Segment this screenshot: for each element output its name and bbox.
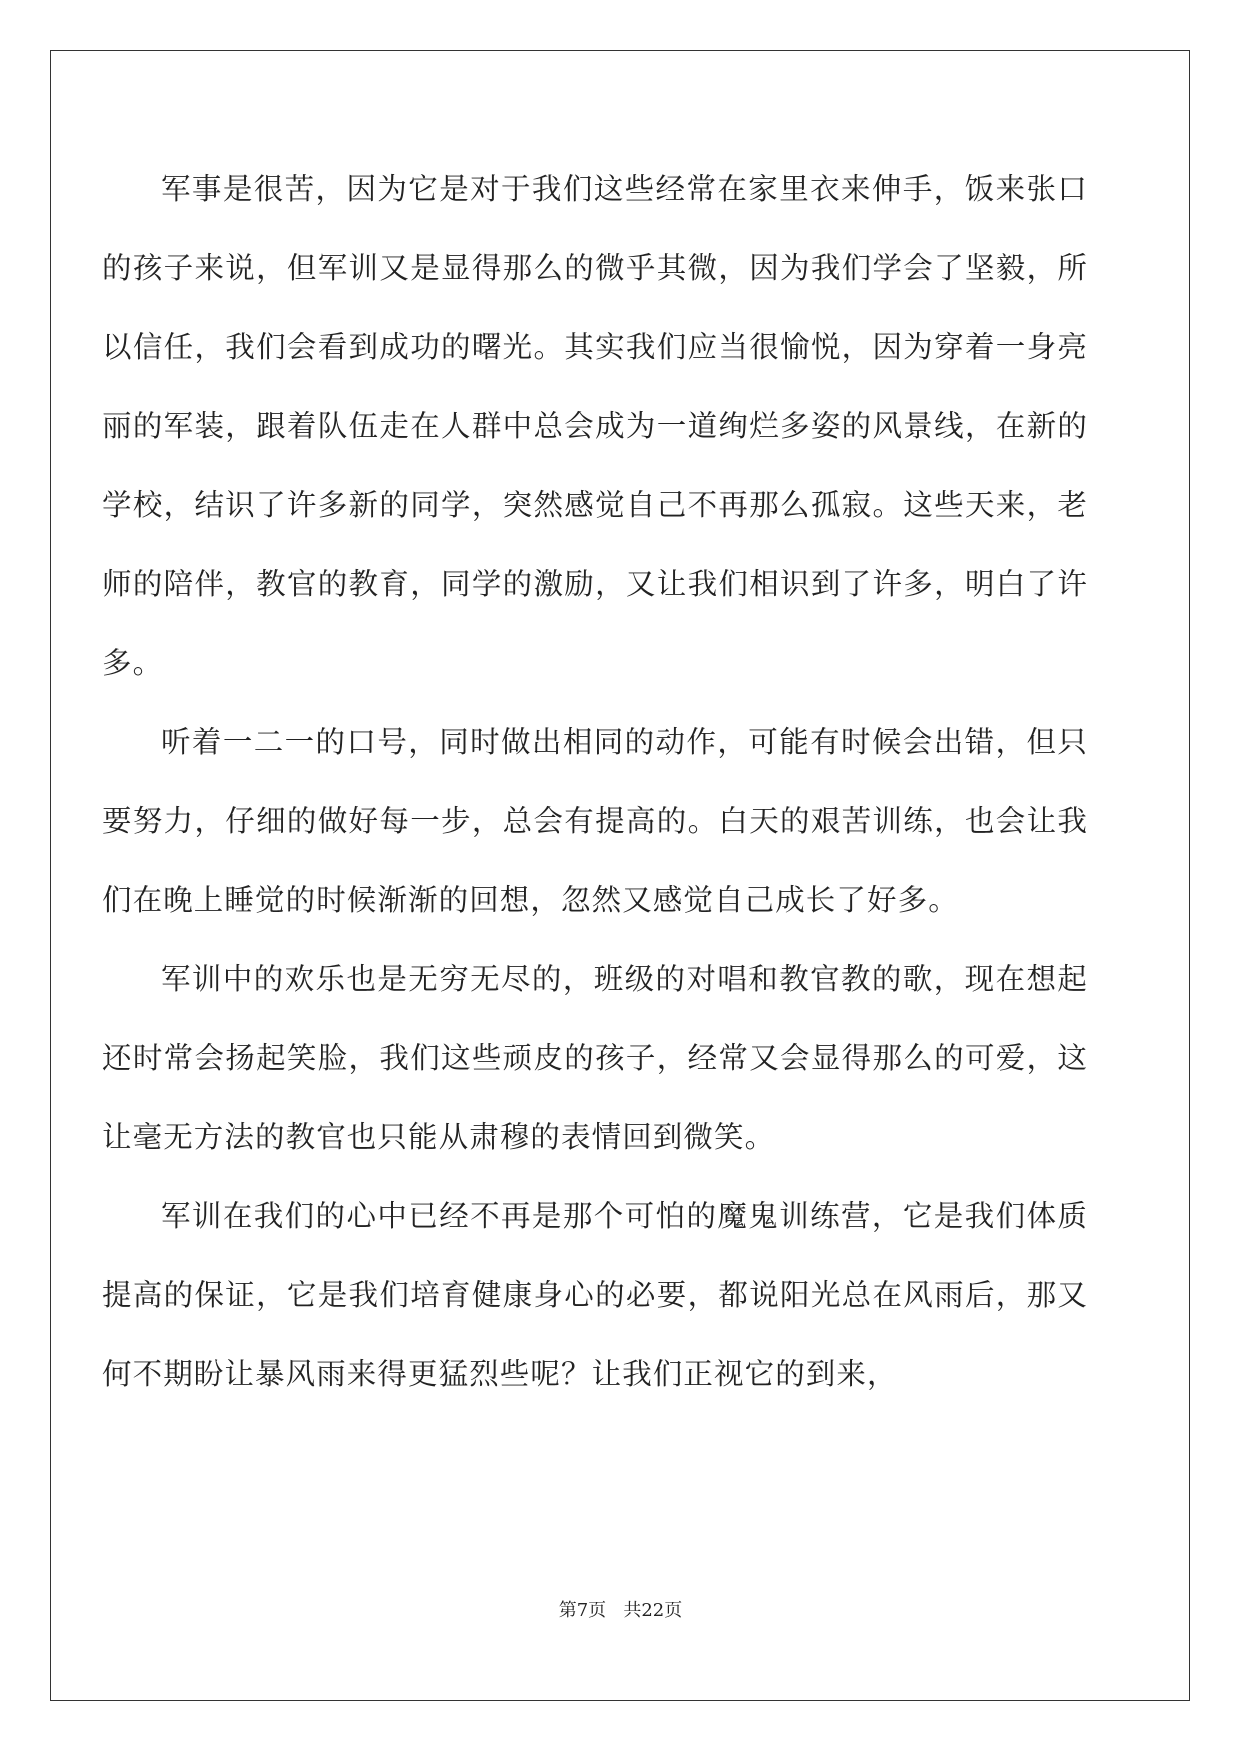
footer-gap [606,1600,623,1621]
paragraph-3: 军训中的欢乐也是无穷无尽的，班级的对唱和教官教的歌，现在想起还时常会扬起笑脸，我们这些顽皮的孩子，经常又会显得那么的可爱，这让毫无方法的教官也只能从肃穆的表情回到微笑。 [102,962,1088,1154]
paragraph-2: 听着一二一的口号，同时做出相同的动作，可能有时候会出错，但只要努力，仔细的做好每一步，总会有提高的。白天的艰苦训练，也会让我们在晚上睡觉的时候渐渐的回想，忽然又感觉自己成长了好多。 [102,725,1088,917]
page-footer [0,1596,1241,1622]
paragraph-4: 军训在我们的心中已经不再是那个可怕的魔鬼训练营，它是我们体质提高的保证，它是我们培育健康身心的必要，都说阳光总在风雨后，那又何不期盼让暴风雨来得更猛烈些呢？让我们正视它的到来， [102,1199,1088,1391]
document-body [102,150,1088,1414]
page-total: 共22页 [623,1600,683,1621]
page-number: 第7页 [558,1600,607,1621]
paragraph-1: 军事是很苦，因为它是对于我们这些经常在家里衣来伸手，饭来张口的孩子来说，但军训又是显得那么的微乎其微，因为我们学会了坚毅，所以信任，我们会看到成功的曙光。其实我们应当很愉悦，因为穿着一身亮丽的军装，跟着队伍走在人群中总会成为一道绚烂多姿的风景线，在新的学校，结识了许多新的同学，突然感觉自己不再那么孤寂。这些天来，老师的陪伴，教官的教育，同学的激励，又让我们相识到了许多，明白了许多。 [102,172,1088,680]
